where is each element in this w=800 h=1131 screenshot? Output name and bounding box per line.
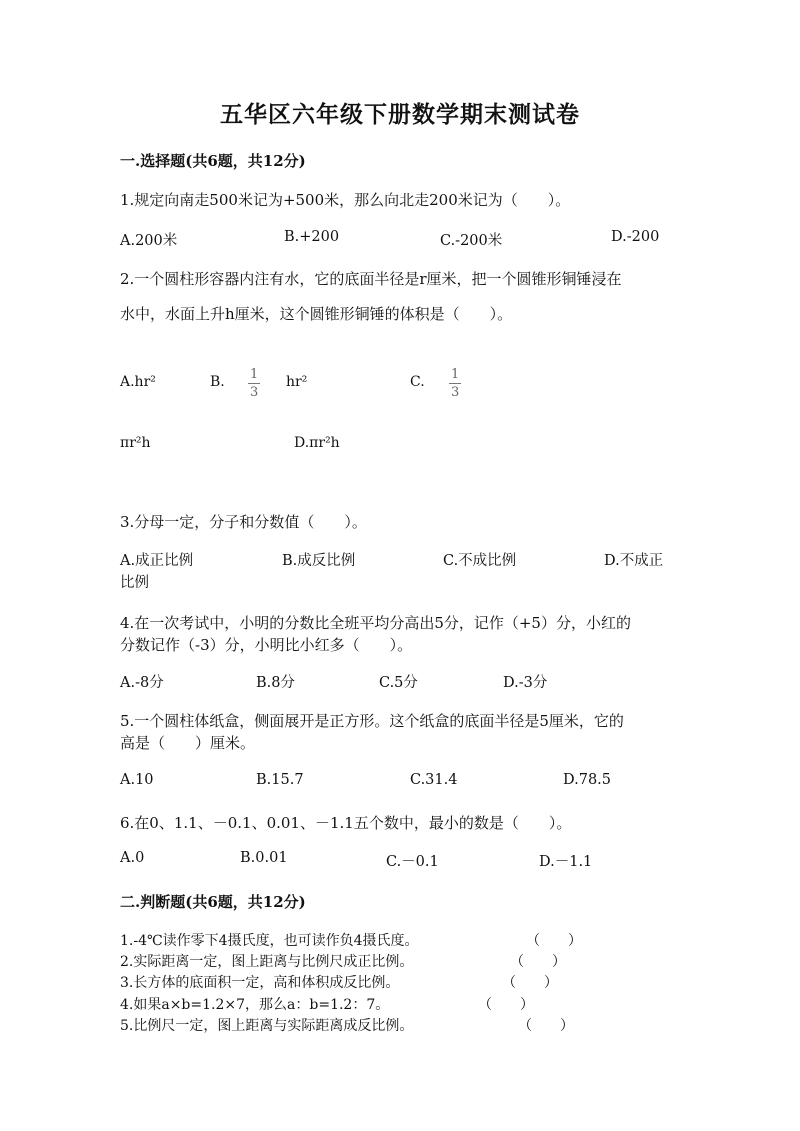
judgement-item-3-blank: （ ） — [502, 975, 558, 991]
judgement-item-2-blank: （ ） — [510, 954, 566, 970]
judgement-item-3: 3.长方体的底面积一定，高和体积成反比例。 — [120, 975, 400, 991]
question-5-stem-line1: 5.一个圆柱体纸盒，侧面展开是正方形。这个纸盒的底面半径是5厘米，它的 — [120, 712, 624, 730]
page-title: 五华区六年级下册数学期末测试卷 — [220, 101, 580, 128]
question-6-stem: 6.在0、1.1、－0.1、0.01、－1.1五个数中，最小的数是（ ）。 — [120, 814, 572, 832]
question-3-stem: 3.分母一定，分子和分数值（ ）。 — [120, 513, 367, 531]
fraction-denominator: 3 — [451, 385, 460, 400]
question-4-option-b: B.8分 — [256, 675, 295, 691]
question-4-stem-line2: 分数记作（-3）分，小明比小红多（ ）。 — [120, 636, 413, 654]
section-heading-judgement: 二.判断题(共6题，共12分) — [120, 893, 306, 911]
fraction-numerator: 1 — [451, 367, 460, 382]
question-1-option-b: B.+200 — [284, 229, 340, 245]
judgement-item-1: 1.-4℃读作零下4摄氏度，也可读作负4摄氏度。 — [120, 933, 419, 949]
judgement-item-5-blank: （ ） — [518, 1018, 574, 1034]
question-5-option-a: A.10 — [120, 772, 154, 788]
question-4-option-d: D.-3分 — [503, 675, 548, 691]
judgement-item-1-blank: （ ） — [526, 933, 582, 949]
question-6-option-d: D.－1.1 — [539, 854, 593, 870]
question-2-option-b-label: B. — [210, 374, 225, 390]
question-2-option-a: A.hr² — [120, 374, 156, 390]
judgement-item-5: 5.比例尺一定，图上距离与实际距离成反比例。 — [120, 1018, 414, 1034]
question-2-option-c-continuation: πr²h — [120, 435, 151, 451]
question-2-option-c-fraction — [449, 368, 461, 399]
fraction-denominator: 3 — [250, 385, 259, 400]
question-5-stem-line2: 高是（ ）厘米。 — [120, 734, 256, 752]
question-2-option-b-fraction — [248, 368, 260, 399]
question-1-option-c: C.-200米 — [440, 233, 503, 249]
question-1-stem: 1.规定向南走500米记为+500米，那么向北走200米记为（ ）。 — [120, 191, 571, 209]
question-5-option-d: D.78.5 — [563, 772, 612, 788]
question-2-option-b-text: hr² — [286, 374, 308, 390]
question-3-option-d: D.不成正 — [604, 553, 664, 569]
question-6-option-a: A.0 — [120, 850, 145, 866]
fraction-numerator: 1 — [250, 367, 259, 382]
question-2-option-d: D.πr²h — [294, 435, 340, 451]
question-5-option-c: C.31.4 — [410, 772, 458, 788]
question-6-option-b: B.0.01 — [240, 850, 288, 866]
question-3-option-a: A.成正比例 — [120, 553, 194, 569]
question-4-option-a: A.-8分 — [120, 675, 164, 691]
question-2-stem-line1: 2.一个圆柱形容器内注有水，它的底面半径是r厘米，把一个圆锥形铜锤浸在 — [120, 270, 622, 288]
judgement-item-4-blank: （ ） — [478, 997, 534, 1013]
judgement-item-4: 4.如果a×b=1.2×7，那么a：b=1.2：7。 — [120, 997, 390, 1013]
question-2-option-c-label: C. — [410, 374, 425, 390]
question-3-option-b: B.成反比例 — [282, 553, 356, 569]
section-heading-choice: 一.选择题(共6题，共12分) — [120, 152, 306, 170]
question-3-option-c: C.不成比例 — [443, 553, 517, 569]
question-6-option-c: C.－0.1 — [386, 854, 439, 870]
question-1-option-d: D.-200 — [611, 229, 660, 245]
question-5-option-b: B.15.7 — [256, 772, 304, 788]
question-4-stem-line1: 4.在一次考试中，小明的分数比全班平均分高出5分，记作（+5）分，小红的 — [120, 614, 631, 632]
question-2-stem-line2: 水中，水面上升h厘米，这个圆锥形铜锤的体积是（ ）。 — [120, 305, 513, 323]
question-4-option-c: C.5分 — [379, 675, 418, 691]
judgement-item-2: 2.实际距离一定，图上距离与比例尺成正比例。 — [120, 954, 414, 970]
question-3-option-d-continuation: 比例 — [120, 575, 149, 591]
question-1-option-a: A.200米 — [120, 233, 178, 249]
